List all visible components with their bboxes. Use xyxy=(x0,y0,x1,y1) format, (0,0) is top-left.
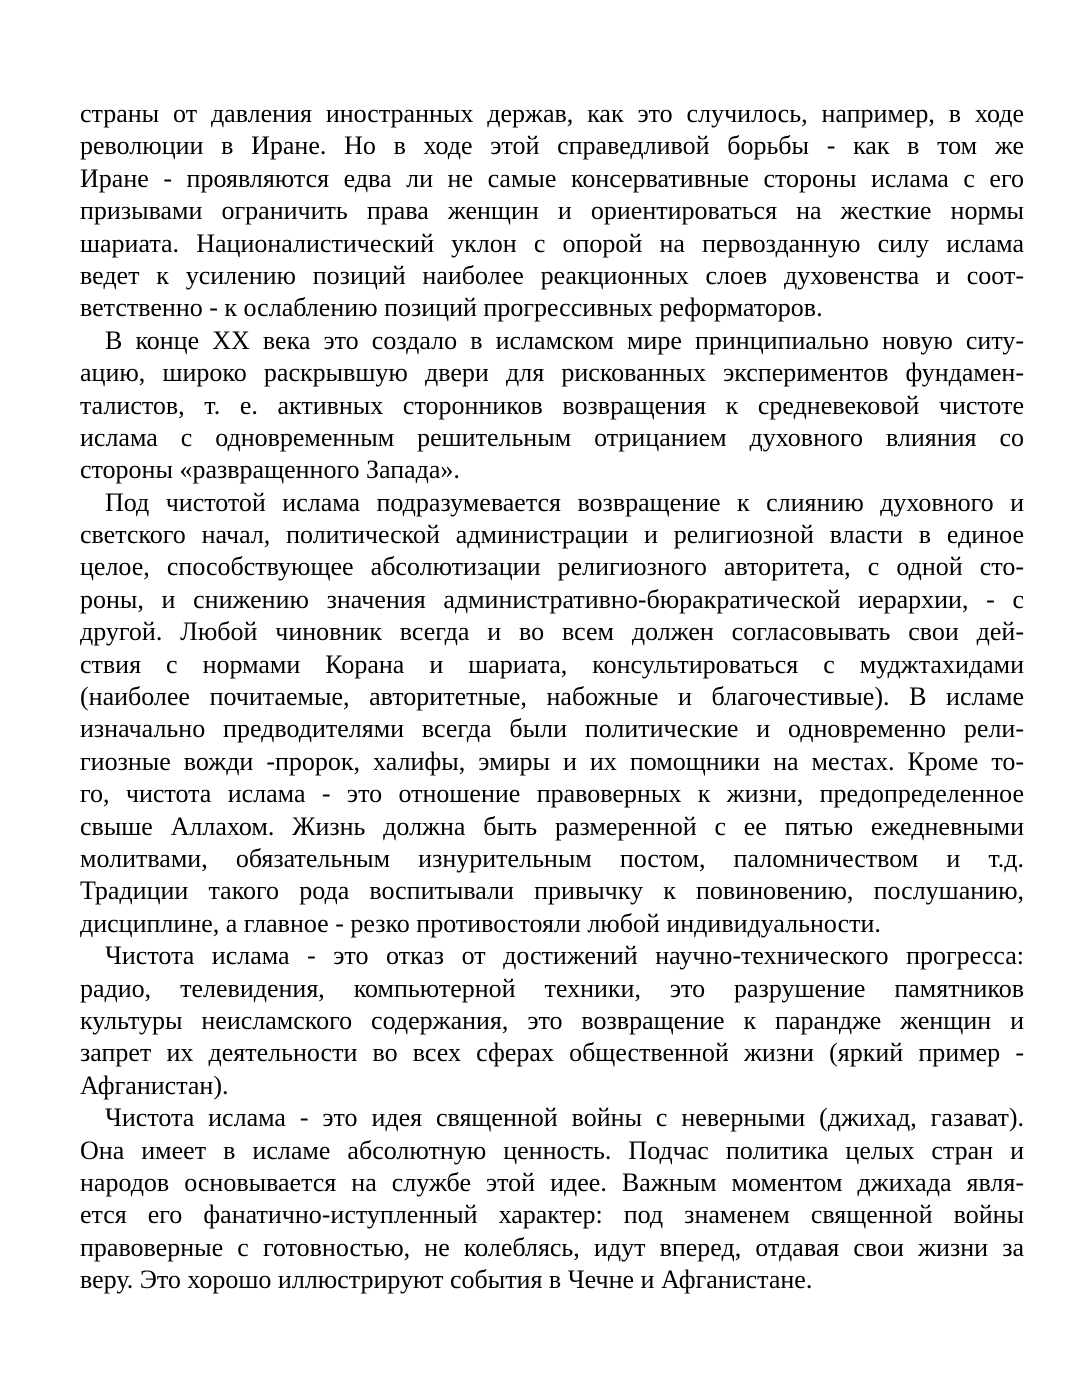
text-line: правоверные с готовностью, не колеблясь, идут вперед, отдавая свои жизни за xyxy=(80,1232,1024,1262)
text-line: талистов, т. е. активных сторонников возвращения к средневековой чистоте xyxy=(80,390,1024,420)
text-line: запрет их деятельности во всех сферах общественной жизни (яркий пример - xyxy=(80,1038,1024,1068)
text-line: ствия с нормами Корана и шариата, консультироваться с муджтахидами xyxy=(80,649,1024,679)
text-line: Иране - проявляются едва ли не самые консервативные стороны ислама с его xyxy=(80,163,1024,193)
text-line: ацию, широко раскрывшую двери для рискованных экспериментов фундамен- xyxy=(80,358,1024,388)
text-line: ветственно - к ослаблению позиций прогрессивных реформаторов. xyxy=(80,293,823,323)
text-line: (наиболее почитаемые, авторитетные, набожные и благочестивые). В исламе xyxy=(80,682,1024,712)
text-line: призывами ограничить права женщин и ориентироваться на жесткие нормы xyxy=(80,196,1024,226)
text-line: революции в Иране. Но в ходе этой справедливой борьбы - как в том же xyxy=(80,131,1024,161)
text-line: ведет к усилению позиций наиболее реакционных слоев духовенства и соот- xyxy=(80,260,1024,290)
text-line: изначально предводителями всегда были политические и одновременно рели- xyxy=(80,714,1024,744)
text-line: веру. Это хорошо иллюстрируют события в Чечне и Афганистане. xyxy=(80,1265,813,1295)
paragraph-2 xyxy=(80,325,1024,487)
text-line: Она имеет в исламе абсолютную ценность. Подчас политика целых стран и xyxy=(80,1135,1024,1165)
text-line: шариата. Националистический уклон с опорой на первозданную силу ислама xyxy=(80,228,1024,258)
paragraph-4 xyxy=(80,940,1024,1102)
text-line: радио, телевидения, компьютерной техники, это разрушение памятников xyxy=(80,973,1024,1003)
text-line: Под чистотой ислама подразумевается возвращение к слиянию духовного и xyxy=(105,487,1024,517)
text-line: роны, и снижению значения административно-бюракратической иерархии, - с xyxy=(80,584,1024,614)
text-line: стороны «развращенного Запада». xyxy=(80,455,460,485)
text-line: дисциплине, а главное - резко противостояли любой индивидуальности. xyxy=(80,908,881,938)
text-line: Чистота ислама - это отказ от достижений научно-технического прогресса: xyxy=(105,941,1024,971)
text-line: Традиции такого рода воспитывали привычку к повиновению, послушанию, xyxy=(80,876,1024,906)
text-line: Чистота ислама - это идея священной войны с неверными (джихад, газават). xyxy=(105,1103,1024,1133)
paragraph-5 xyxy=(80,1102,1024,1296)
text-line: го, чистота ислама - это отношение правоверных к жизни, предопределенное xyxy=(80,779,1024,809)
text-line: целое, способствующее абсолютизации религиозного авторитета, с одной сто- xyxy=(80,552,1024,582)
page-text xyxy=(80,98,1024,1296)
text-line: ислама с одновременным решительным отрицанием духовного влияния со xyxy=(80,422,1024,452)
text-line: светского начал, политической администрации и религиозной власти в единое xyxy=(80,520,1024,550)
text-line: Афганистан). xyxy=(80,1070,229,1100)
text-line: культуры неисламского содержания, это возвращение к парандже женщин и xyxy=(80,1005,1024,1035)
text-line: гиозные вожди -пророк, халифы, эмиры и их помощники на местах. Кроме то- xyxy=(80,746,1024,776)
text-line: В конце ХХ века это создало в исламском мире принципиально новую ситу- xyxy=(105,325,1024,355)
text-line: молитвами, обязательным изнурительным постом, паломничеством и т.д. xyxy=(80,843,1024,873)
text-line: ется его фанатично-иступленный характер: под знаменем священной войны xyxy=(80,1200,1024,1230)
text-line: свыше Аллахом. Жизнь должна быть размеренной с ее пятью ежедневными xyxy=(80,811,1024,841)
paragraph-3 xyxy=(80,487,1024,940)
text-line: другой. Любой чиновник всегда и во всем должен согласовывать свои дей- xyxy=(80,617,1024,647)
paragraph-1 xyxy=(80,98,1024,325)
text-line: народов основывается на службе этой идее. Важным моментом джихада явля- xyxy=(80,1167,1024,1197)
text-line: страны от давления иностранных держав, как это случилось, например, в ходе xyxy=(80,99,1024,128)
